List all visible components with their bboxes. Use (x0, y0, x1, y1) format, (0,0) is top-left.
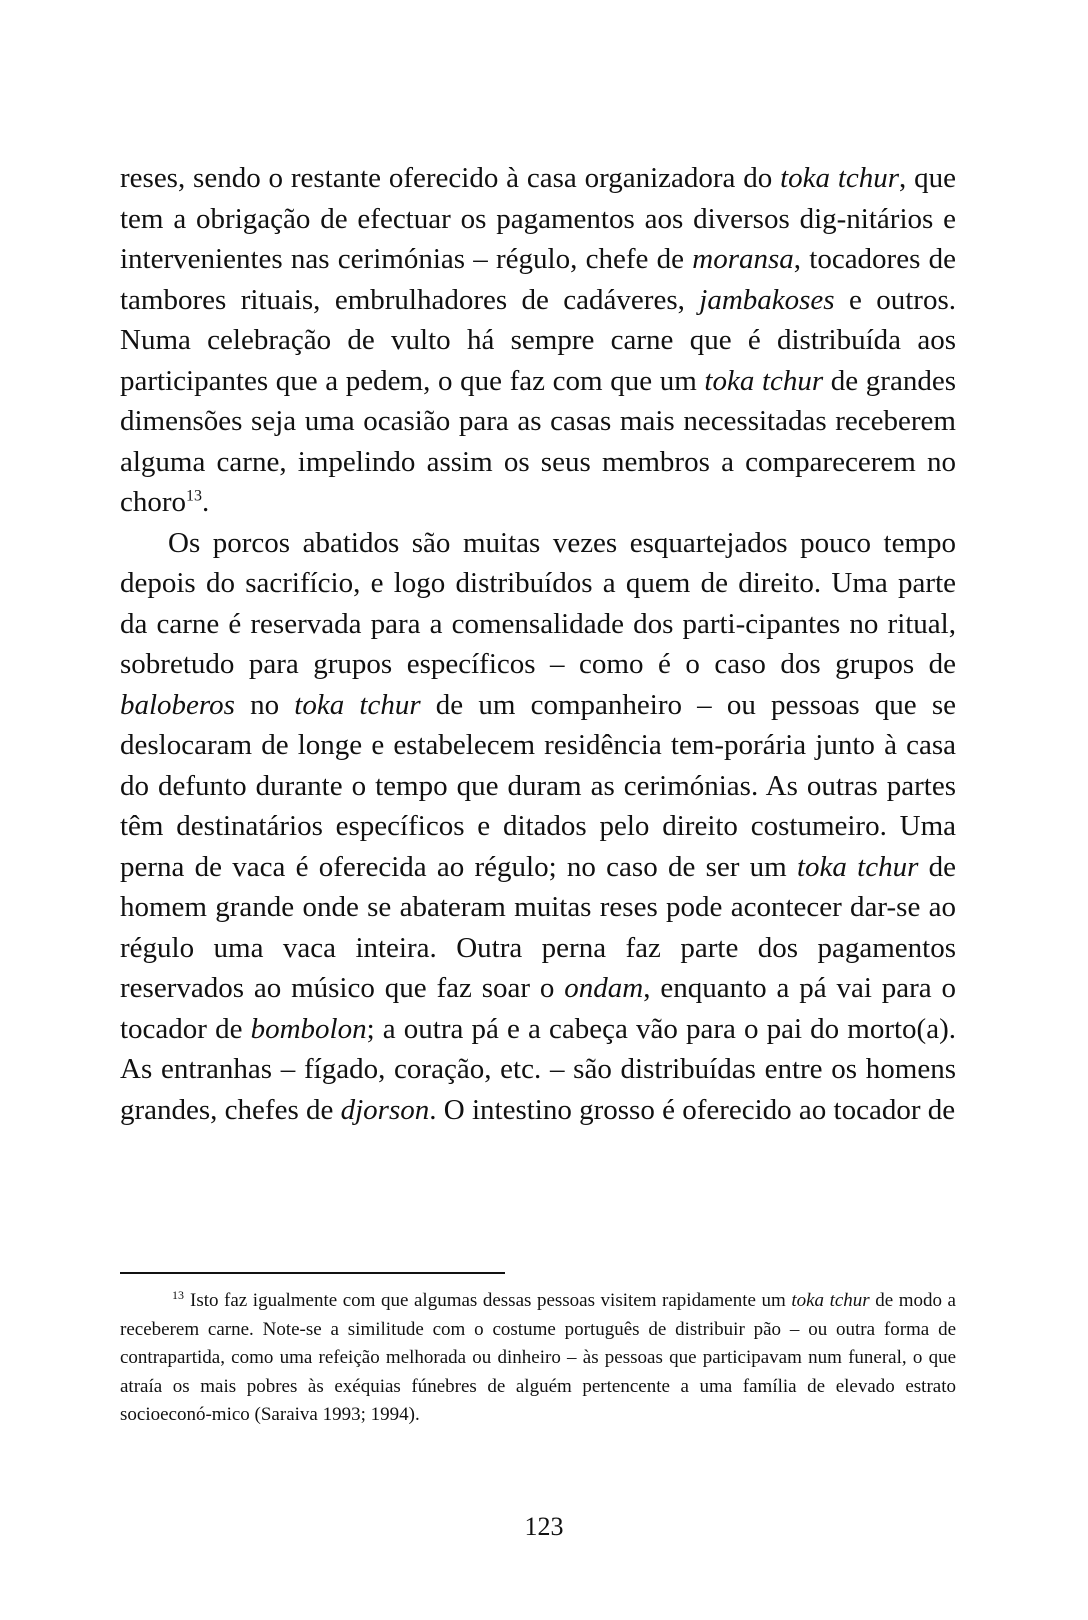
text-span: ; a outra pá e a cabeça vão para o pai do morto(a). As entranhas – fígado, coração, etc. – são distribuídas entre os homens grandes, chefes de (120, 1012, 956, 1126)
main-text (120, 158, 956, 1130)
footnote-number: 13 (172, 1287, 184, 1302)
text-span: de um companheiro – ou pessoas que se deslocaram de longe e estabelecem residência tem-porária junto à casa do defunto durante o tempo que duram as cerimónias. As outras partes têm destinatários específicos e ditados pelo direito costumeiro. Uma perna de vaca é oferecida ao régulo; no caso de ser um (120, 688, 956, 883)
italic-term: toka tchur (796, 850, 919, 883)
italic-term: bombolon (250, 1012, 367, 1045)
text-span: , enquanto a pá vai para o tocador de (120, 972, 957, 1045)
text-span: . O intestino grosso é oferecido ao tocador de (429, 1093, 956, 1126)
italic-term: baloberos (120, 688, 235, 721)
italic-term: moransa (692, 243, 794, 275)
text-span: , tocadores de tambores rituais, embrulhadores de cadáveres, (120, 243, 956, 316)
text-span: Os porcos abatidos são muitas vezes esquartejados pouco tempo depois do sacrifício, e logo distribuídos a quem de direito. Uma parte da carne é reservada para a comensalidade dos parti-cipantes no ritual, sobretudo para grupos específicos – como é o caso dos grupos de (120, 526, 956, 680)
italic-term: toka tchur (704, 364, 824, 397)
footnote-reference[interactable]: 13 (186, 487, 202, 505)
text-span: e outros. Numa celebração de vulto há sempre carne que é distribuída aos participantes que a pedem, o que faz com que um (120, 283, 957, 397)
text-span: reses, sendo o restante oferecido à casa organizadora do (120, 162, 781, 194)
text-span: de grandes dimensões seja uma ocasião para as casas mais necessitadas receberem alguma carne, impelindo assim os seus membros a comparecerem no choro (120, 364, 956, 518)
text-span: de modo a receberem carne. Note-se a similitude com o costume português de distribuir pão – ou outra forma de contrapartida, como uma refeição melhorada ou dinheiro – às pessoas que participavam num funeral, o que atraía os mais pobres às exéquias fúnebres de alguém pertencente a uma família de elevado estrato socioeconó-mico (Saraiva 1993; 1994). (120, 1290, 956, 1425)
text-span: de homem grande onde se abateram muitas reses pode acontecer dar-se ao régulo uma vaca inteira. Outra perna faz parte dos pagamentos reservados ao músico que faz soar o (120, 850, 957, 1004)
italic-term: toka tchur (791, 1290, 870, 1311)
paragraph-1 (120, 158, 956, 523)
italic-term: toka tchur (780, 162, 900, 194)
text-span: no (234, 688, 295, 721)
footnote-13 (120, 1287, 956, 1430)
text-span: , que tem a obrigação de efectuar os pagamentos aos diversos dig-nitários e intervenientes nas cerimónias – régulo, chefe de (120, 162, 956, 275)
paragraph-2 (120, 523, 956, 1131)
italic-term: jambakoses (699, 283, 835, 316)
text-span: . (201, 486, 210, 518)
italic-term: toka tchur (294, 688, 421, 721)
italic-term: ondam (564, 972, 644, 1004)
footnote-divider (120, 1272, 505, 1274)
page-number: 123 (524, 1512, 564, 1541)
italic-term: djorson (340, 1093, 430, 1126)
text-span: Isto faz igualmente com que algumas dessas pessoas visitem rapidamente um (190, 1290, 792, 1311)
